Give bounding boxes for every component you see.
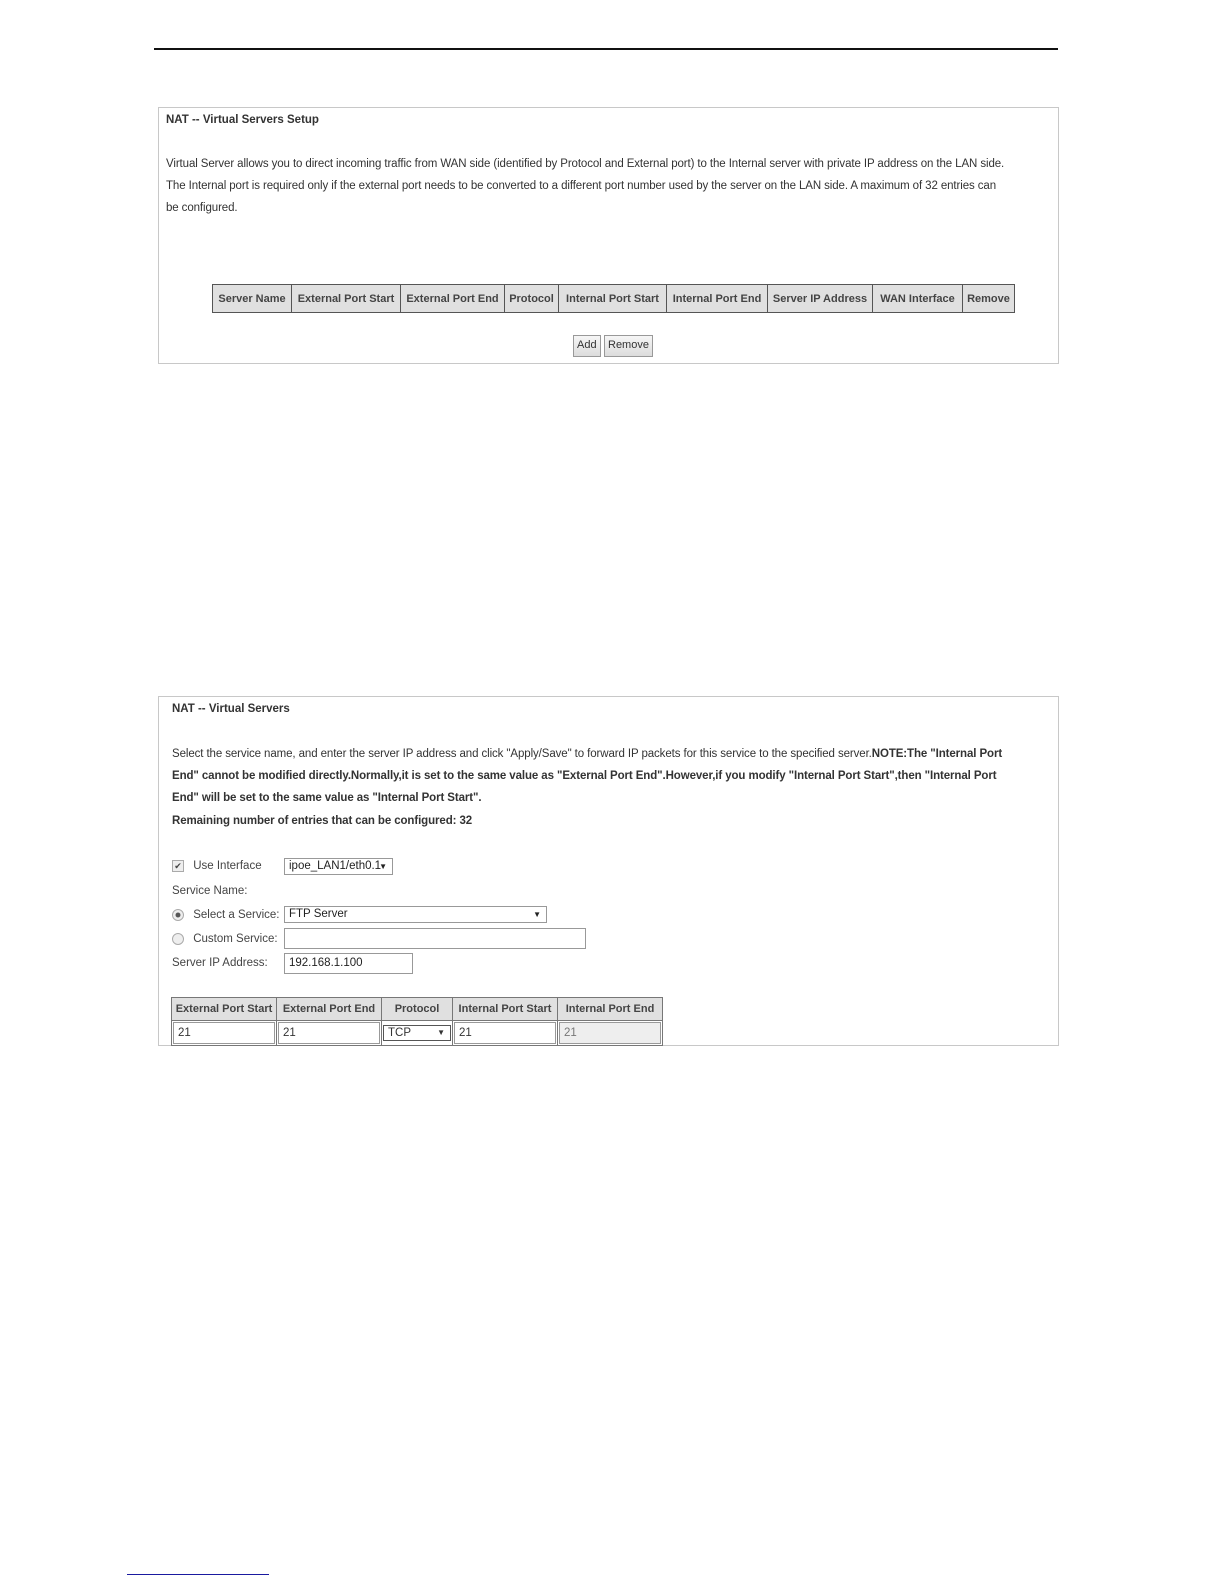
col-external-port-end: External Port End	[401, 285, 505, 313]
external-port-end-input[interactable]: 21	[278, 1022, 380, 1044]
col-internal-port-start: Internal Port Start	[559, 285, 667, 313]
col-protocol: Protocol	[505, 285, 559, 313]
desc-line	[172, 813, 472, 829]
custom-service-row	[172, 932, 278, 946]
dropdown-arrow-icon: ▼	[379, 862, 387, 871]
custom-service-input[interactable]	[284, 928, 586, 949]
desc-line: be configured.	[166, 202, 238, 214]
protocol-select[interactable]	[383, 1025, 451, 1041]
desc-line	[172, 768, 996, 784]
note-text: End" cannot be modified directly.Normally,it is set to the same value as "External Port End".However,if you modify "Internal Port Start",then "Internal Port	[172, 770, 997, 782]
col-internal-port-start: Internal Port Start	[453, 998, 558, 1021]
internal-port-start-input[interactable]: 21	[454, 1022, 556, 1044]
note-text: NOTE:The "Internal Port	[871, 748, 1003, 760]
desc-line	[172, 790, 481, 806]
col-server-ip: Server IP Address	[768, 285, 873, 313]
table-row	[172, 1021, 663, 1046]
use-interface-label: Use Interface	[193, 860, 262, 872]
add-button[interactable]: Add	[573, 335, 601, 357]
panel-title: NAT -- Virtual Servers Setup	[166, 114, 319, 126]
desc-line	[172, 746, 1002, 762]
custom-service-label: Custom Service:	[193, 933, 278, 945]
interface-value: ipoe_LAN1/eth0.1	[289, 860, 382, 872]
remaining-entries: Remaining number of entries that can be configured: 32	[172, 815, 473, 827]
port-table	[171, 997, 663, 1046]
col-external-port-start: External Port Start	[172, 998, 277, 1021]
col-protocol: Protocol	[382, 998, 453, 1021]
service-value: FTP Server	[289, 908, 348, 920]
protocol-value: TCP	[388, 1027, 411, 1039]
interface-select[interactable]	[284, 858, 393, 875]
custom-service-radio[interactable]	[172, 933, 184, 945]
footer-link-underline	[127, 1574, 269, 1575]
remove-button[interactable]: Remove	[604, 335, 653, 357]
col-wan-interface: WAN Interface	[873, 285, 963, 313]
desc-line: Virtual Server allows you to direct incoming traffic from WAN side (identified by Protocol and External port) to the Internal server with private IP address on the LAN side.	[166, 158, 1005, 170]
server-ip-input[interactable]: 192.168.1.100	[284, 953, 413, 974]
service-select[interactable]	[284, 906, 547, 923]
server-ip-label: Server IP Address:	[172, 957, 268, 969]
virtual-servers-table	[212, 284, 1015, 313]
panel-title: NAT -- Virtual Servers	[172, 703, 290, 715]
col-server-name: Server Name	[213, 285, 292, 313]
use-interface-row	[172, 859, 262, 873]
virtual-servers-setup-panel	[158, 107, 1059, 364]
col-internal-port-end: Internal Port End	[558, 998, 663, 1021]
select-service-label: Select a Service:	[193, 909, 280, 921]
note-text: End" will be set to the same value as "Internal Port Start".	[172, 792, 482, 804]
select-service-radio[interactable]	[172, 909, 184, 921]
desc-line: The Internal port is required only if the external port needs to be converted to a different port number used by the server on the LAN side. A maximum of 32 entries can	[166, 180, 996, 192]
col-remove: Remove	[963, 285, 1015, 313]
select-service-row	[172, 908, 280, 922]
header-rule	[154, 48, 1058, 50]
internal-port-end-input: 21	[559, 1022, 661, 1044]
external-port-start-input[interactable]: 21	[173, 1022, 275, 1044]
desc-text: Select the service name, and enter the server IP address and click "Apply/Save" to forward IP packets for this service to the specified server.	[172, 748, 872, 760]
dropdown-arrow-icon: ▼	[437, 1028, 445, 1037]
service-name-label: Service Name:	[172, 885, 248, 897]
dropdown-arrow-icon: ▼	[533, 910, 541, 919]
col-external-port-end: External Port End	[277, 998, 382, 1021]
col-external-port-start: External Port Start	[292, 285, 401, 313]
virtual-servers-panel	[158, 696, 1059, 1046]
use-interface-checkbox[interactable]: ✔	[172, 860, 184, 872]
col-internal-port-end: Internal Port End	[667, 285, 768, 313]
